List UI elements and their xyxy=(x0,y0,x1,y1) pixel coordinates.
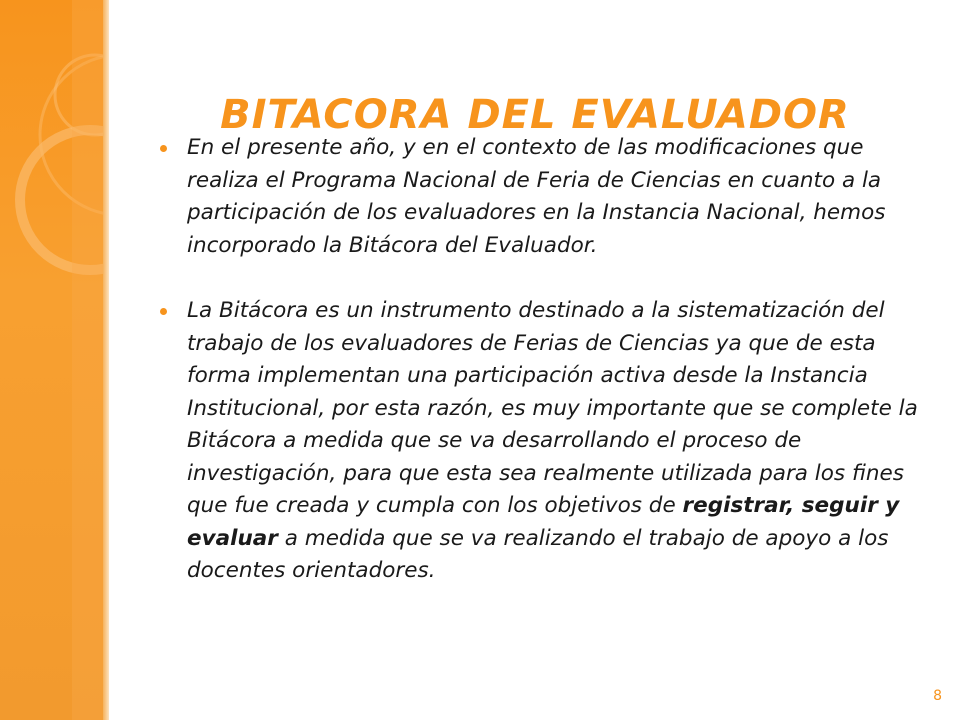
bullet-text-before: La Bitácora es un instrumento destinado a la sistematización del trabajo de los evaluadores de Ferias de Ciencias ya que de esta forma implementan una participación activa desde la Instancia Institucional, por esta razón, es muy importante que se complete la Bitácora a medida que se va desarrollando el proceso de investigación, para que esta sea realmente utilizada para los fines que fue creada y cumpla con los objetivos de xyxy=(187,298,918,518)
bullet-text-after: a medida que se va realizando el trabajo de apoyo a los docentes orientadores. xyxy=(187,525,889,583)
bullet-dot-icon xyxy=(160,308,167,315)
decorative-circles xyxy=(0,0,103,720)
bullet-item xyxy=(160,132,920,262)
slide-title: BITACORA DEL EVALUADOR xyxy=(220,92,850,138)
bullet-list xyxy=(160,132,920,588)
decorative-side-band xyxy=(0,0,103,720)
side-band-edge xyxy=(103,0,109,720)
bullet-dot-icon xyxy=(160,145,167,152)
bullet-text: En el presente año, y en el contexto de las modificaciones que realiza el Programa Nacional de Feria de Ciencias en cuanto a la participación de los evaluadores en la Instancia Nacional, hemos incorporado la Bitácora del Evaluador. xyxy=(187,135,886,258)
bullet-item xyxy=(160,295,920,588)
slide-number: 8 xyxy=(933,688,942,704)
bullet-text-bold: registrar, seguir y evaluar xyxy=(187,493,900,551)
